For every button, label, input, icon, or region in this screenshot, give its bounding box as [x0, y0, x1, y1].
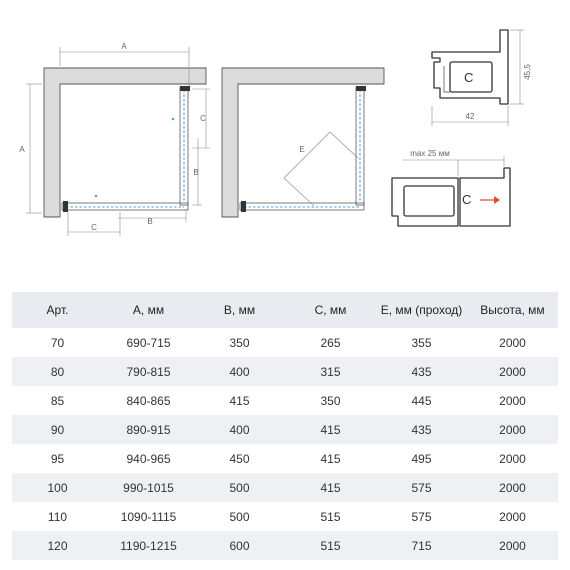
table-cell: 500 [194, 473, 285, 502]
table-cell: 990-1015 [103, 473, 194, 502]
table-cell: 415 [285, 473, 376, 502]
table-row [12, 328, 558, 357]
header-a: А, мм [103, 292, 194, 328]
table-cell: 415 [285, 415, 376, 444]
table-cell: 355 [411, 335, 432, 350]
plan-view-passage [222, 68, 384, 217]
table-cell: 415 [229, 393, 250, 408]
table-cell: 600 [194, 531, 285, 560]
table-cell: 715 [376, 531, 467, 560]
svg-text:С: С [462, 192, 472, 207]
dimension-b-right-label: B [193, 168, 199, 177]
header-e: Е, мм (проход) [376, 292, 467, 328]
table-cell: 1190-1215 [103, 531, 194, 560]
table-cell: 400 [194, 415, 285, 444]
table-cell: 495 [411, 451, 432, 466]
table-row [12, 444, 558, 473]
header-c: С, мм [285, 292, 376, 328]
table-cell: 100 [12, 473, 103, 502]
table-cell: 95 [50, 451, 65, 466]
table-cell: 1090-1115 [120, 509, 177, 524]
table-cell: 435 [376, 415, 467, 444]
table-cell: 575 [411, 509, 432, 524]
table-cell: 80 [12, 357, 103, 386]
table-row [12, 473, 558, 502]
table-row [12, 357, 558, 386]
table-cell: 790-815 [103, 357, 194, 386]
table-cell: 840-865 [126, 393, 171, 408]
table-cell: 265 [320, 335, 341, 350]
table-cell: 110 [47, 509, 68, 524]
table-row [12, 415, 558, 444]
table-cell: 85 [50, 393, 65, 408]
table-cell: 350 [229, 335, 250, 350]
table-cell: 350 [320, 393, 341, 408]
max-gap-label: max 25 мм [410, 149, 450, 158]
plan-view-dimensions [19, 42, 210, 236]
table-cell: 415 [320, 451, 341, 466]
profile-section-top [432, 30, 532, 126]
svg-text:С: С [464, 70, 474, 85]
profile-height-label: 45,5 [523, 64, 532, 80]
table-cell: 90 [12, 415, 103, 444]
table-cell: 435 [376, 357, 467, 386]
profile-section-bottom [392, 149, 510, 226]
table-row [12, 386, 558, 415]
table-cell: 445 [411, 393, 432, 408]
dimension-a-top-label: A [121, 42, 127, 51]
table-cell: 70 [50, 335, 65, 350]
table-cell: 690-715 [126, 335, 171, 350]
table-header-row [12, 292, 558, 328]
technical-drawing [0, 0, 570, 280]
table-cell: 2000 [467, 473, 558, 502]
table-cell: 2000 [499, 509, 526, 524]
table-cell: 515 [320, 509, 341, 524]
table-row [12, 502, 558, 531]
header-height: Высота, мм [467, 292, 558, 328]
dimension-a-left-label: A [19, 145, 25, 154]
dimension-b-bottom-label: B [147, 217, 153, 226]
table-cell: 2000 [499, 335, 526, 350]
table-cell: 515 [285, 531, 376, 560]
table-cell: 2000 [499, 393, 526, 408]
specs-table [12, 292, 558, 560]
table-row [12, 531, 558, 560]
dimension-c-right-label: C [200, 114, 206, 123]
table-cell: 2000 [467, 531, 558, 560]
table-cell: 400 [194, 357, 285, 386]
table-cell: 575 [376, 473, 467, 502]
table-cell: 315 [285, 357, 376, 386]
table-cell: 500 [229, 509, 250, 524]
table-cell: 120 [12, 531, 103, 560]
table-cell: 2000 [467, 357, 558, 386]
dimension-e-label: E [299, 145, 305, 154]
header-b: B, мм [194, 292, 285, 328]
table-cell: 2000 [499, 451, 526, 466]
table-cell: 940-965 [126, 451, 171, 466]
table-cell: 2000 [467, 415, 558, 444]
profile-width-label: 42 [465, 112, 475, 121]
table-cell: 890-915 [103, 415, 194, 444]
dimension-c-bottom-label: C [91, 223, 97, 232]
table-cell: 450 [229, 451, 250, 466]
header-art: Арт. [12, 292, 103, 328]
